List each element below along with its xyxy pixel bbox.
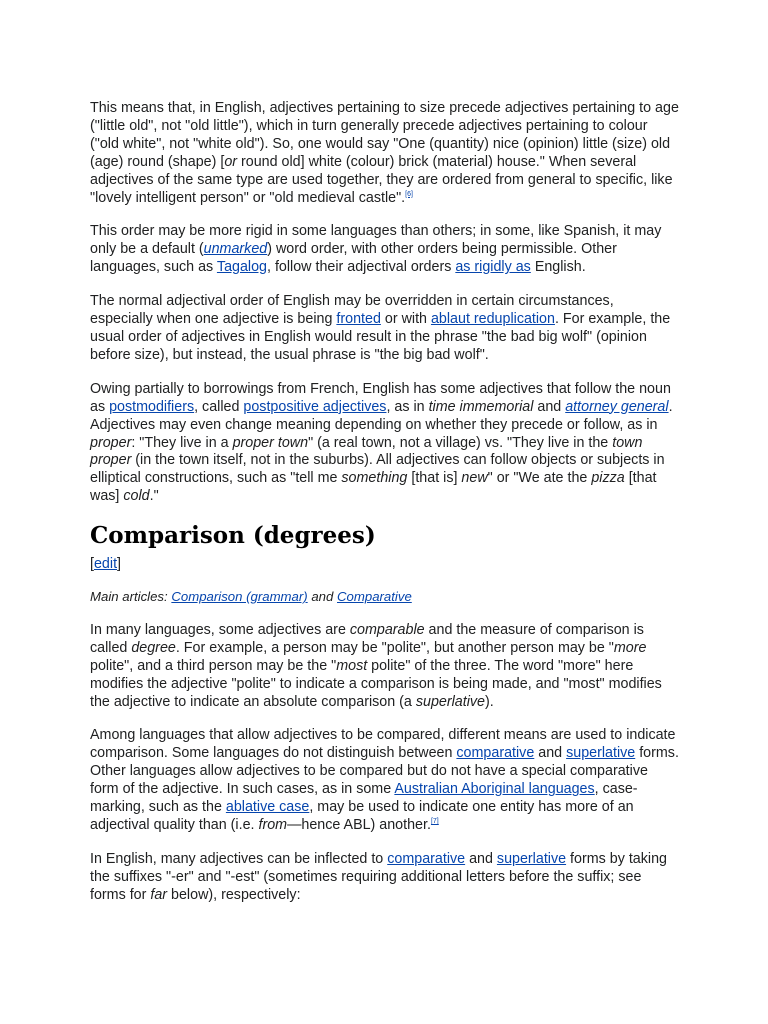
citation-link[interactable]: [6]: [405, 190, 413, 198]
link-superlative[interactable]: superlative: [566, 745, 636, 762]
paragraph-postpositive: [90, 381, 680, 506]
link-postpositive-adjectives[interactable]: postpositive adjectives: [243, 398, 387, 415]
text: This means that, in English, adjectives pertaining to size precede adjectives pertaining to age ("little old", not "old little"), which in turn generally precede adjectives pertaining to colour ("old white", not "white old"). So, one would say "One (quantity) nice (opinion) little (size) old (age) round (shape) [: [90, 100, 679, 170]
italic-term: something: [341, 470, 408, 487]
text: . For example, the usual order of adjectives in English would result in the phrase "the bad big wolf" (opinion before size), but instead, the usual phrase is "the big bad wolf".: [90, 311, 671, 363]
link-comparative[interactable]: comparative: [456, 745, 535, 762]
text: , follow their adjectival orders: [267, 259, 456, 276]
text: , may be used to indicate one entity has more of an adjectival quality than (i.e.: [90, 799, 634, 833]
italic-term: from: [258, 817, 288, 833]
main-articles-note: [90, 588, 680, 606]
text: , case-marking, such as the: [90, 781, 638, 816]
text: English.: [530, 259, 586, 276]
text: [that was]: [90, 470, 657, 505]
text: ).: [485, 693, 494, 710]
text: In English, many adjectives can be inflected to: [90, 850, 388, 867]
text: (in the town itself, not in the suburbs). All adjectives can follow objects or subjects in elliptical constructions, such as "tell me: [90, 452, 665, 487]
italic-term: proper town: [232, 434, 309, 451]
link-comparative[interactable]: Comparative: [337, 589, 412, 605]
italic-term: most: [336, 657, 368, 674]
paragraph-rigid-order: [90, 223, 680, 277]
link-superlative[interactable]: superlative: [496, 850, 567, 867]
text: " or "We ate the: [487, 470, 592, 487]
text: This order may be more rigid in some languages than others; in some, like Spanish, it may only be a default (: [90, 223, 662, 258]
link-comparison-grammar[interactable]: Comparison (grammar): [171, 589, 308, 605]
text: Among languages that allow adjectives to be compared, different means are used to indicate comparison. Some languages do not distinguish between: [90, 727, 676, 762]
text: , as in: [386, 398, 429, 415]
italic-term: comparable: [349, 621, 425, 638]
text: and: [307, 589, 338, 605]
paragraph-overridden-order: [90, 293, 680, 365]
text: : "They live in a: [131, 434, 233, 451]
text: below), respectively:: [167, 886, 301, 903]
citation[interactable]: [431, 818, 439, 825]
paragraph-adjective-order: [90, 100, 680, 207]
edit-section: [90, 556, 680, 574]
link-as-rigidly-as[interactable]: as rigidly as: [455, 259, 531, 276]
link-comparative[interactable]: comparative: [387, 850, 466, 867]
link-ablative-case[interactable]: ablative case: [225, 799, 310, 816]
link-fronted[interactable]: fronted: [336, 311, 381, 328]
section-heading: Comparison (degrees): [90, 522, 376, 550]
text: and: [465, 850, 497, 867]
bracket: ]: [117, 556, 122, 573]
text: and: [534, 745, 567, 762]
text: forms. Other languages allow adjectives to be compared but do not have a special comparative form of the adjective. In such cases, as in some: [90, 745, 679, 798]
text: The normal adjectival order of English may be overridden in certain circumstances, especially when one adjective is being: [90, 293, 614, 328]
paragraph-degree: [90, 622, 680, 712]
article-body: [90, 100, 680, 921]
italic-term: pizza: [591, 470, 625, 487]
text: .": [149, 488, 159, 505]
link-postmodifiers[interactable]: postmodifiers: [109, 398, 195, 415]
link-tagalog[interactable]: Tagalog: [216, 259, 268, 276]
italic-term: time immemorial: [428, 398, 534, 415]
text: round old] white (colour) brick (material) house." When several adjectives of the same type are used together, they are ordered from general to specific, like "lovely intelligent person" or "old medieval castle".: [90, 153, 673, 206]
text: forms by taking the suffixes "-er" and "-est" (sometimes requiring additional letters before the suffix; see forms for: [90, 850, 667, 903]
italic-term: cold: [123, 488, 150, 505]
link-unmarked[interactable]: unmarked: [203, 241, 268, 258]
text: [that is]: [407, 470, 462, 487]
text: Owing partially to borrowings from French, English has some adjectives that follow the noun as: [90, 380, 671, 415]
text: In many languages, some adjectives are: [90, 621, 350, 638]
link-attorney-general[interactable]: attorney general: [565, 398, 669, 415]
italic-term: far: [150, 886, 168, 903]
italic-term: or: [224, 153, 238, 170]
text: " (a real town, not a village) vs. "They live in the: [308, 434, 613, 451]
text: Main articles:: [90, 589, 172, 605]
italic-term: superlative: [415, 693, 485, 710]
paragraph-english-inflection: [90, 851, 680, 905]
citation[interactable]: [405, 191, 413, 198]
text: polite", and a third person may be the ": [90, 657, 337, 674]
text: —hence ABL) another.: [287, 817, 431, 833]
italic-term: proper: [90, 434, 132, 451]
bracket: [: [90, 556, 94, 573]
text: ) word order, with other orders being permissible. Other languages, such as: [90, 241, 617, 276]
citation-link[interactable]: [7]: [430, 818, 439, 826]
text: , called: [194, 398, 244, 415]
italic-term: new: [461, 470, 488, 487]
edit-link[interactable]: edit: [93, 556, 118, 573]
paragraph-comparison-means: [90, 727, 680, 834]
text: or with: [380, 311, 431, 328]
italic-term: more: [613, 639, 647, 656]
text: polite" of the three. The word "more" here modifies the adjective "polite" to indicate a comparison is being made, and "most" modifies the adjective to indicate an absolute comparison (a: [90, 657, 662, 710]
link-australian-aboriginal-languages[interactable]: Australian Aboriginal languages: [394, 781, 595, 798]
text: . Adjectives may even change meaning depending on whether they precede or follow, as in: [90, 398, 673, 433]
text: and: [533, 398, 566, 415]
text: and the measure of comparison is called: [90, 621, 644, 656]
italic-term: degree: [131, 639, 176, 656]
link-ablaut-reduplication[interactable]: ablaut reduplication: [430, 311, 555, 328]
text: . For example, a person may be "polite", but another person may be ": [175, 639, 614, 656]
italic-term: town proper: [90, 434, 643, 469]
